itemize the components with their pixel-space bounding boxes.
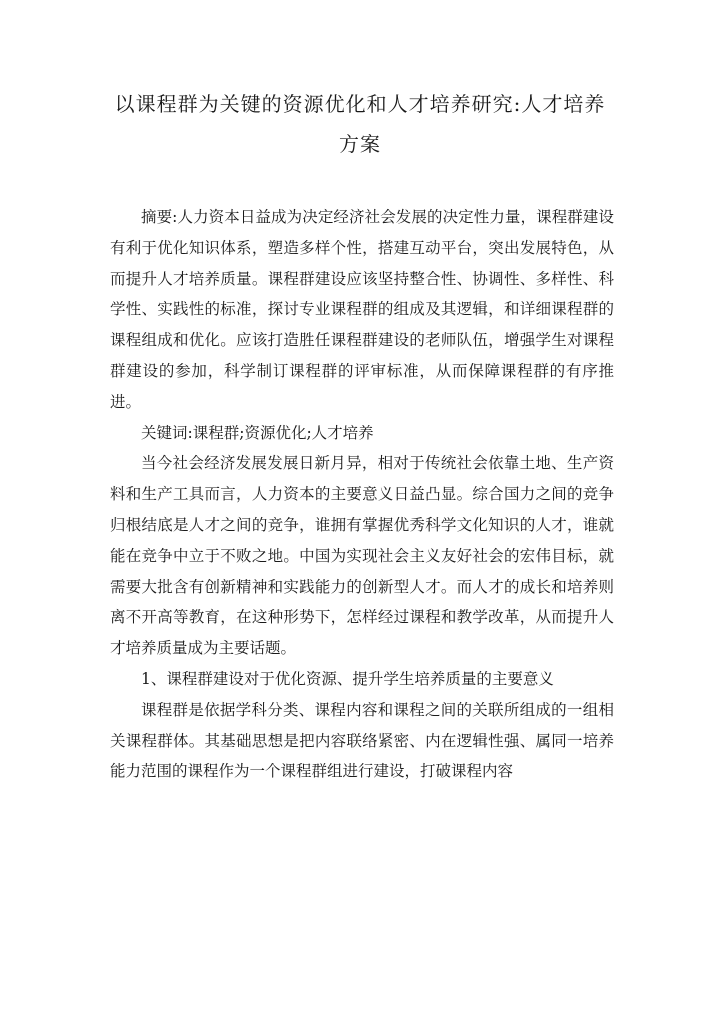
abstract-paragraph: 摘要:人力资本日益成为决定经济社会发展的决定性力量，课程群建设有利于优化知识体系，塑造多样个性，搭建互动平台，突出发展特色，从而提升人才培养质量。课程群建设应该坚持整合性、协调性、多样性、科学性、实践性的标准，探讨专业课程群的组成及其逻辑，和详细课程群的课程组成和优化。应该打造胜任课程群建设的老师队伍，增强学生对课程群建设的参加，科学制订课程群的评审标准，从而保障课程群的有序推进。	[110, 208, 614, 411]
section-heading: 1、课程群建设对于优化资源、提升学生培养质量的主要意义	[141, 669, 554, 688]
intro-paragraph: 当今社会经济发展发展日新月异，相对于传统社会依靠土地、生产资料和生产工具而言，人力资本的主要意义日益凸显。综合国力之间的竞争归根结底是人才之间的竞争，谁拥有掌握优秀科学文化知识的人才，谁就能在竞争中立于不败之地。中国为实现社会主义友好社会的宏伟目标，就需要大批含有创新精神和实践能力的创新型人才。而人才的成长和培养则离不开高等教育，在这种形势下，怎样经过课程和教学改革，从而提升人才培养质量成为主要话题。	[110, 454, 614, 658]
document-title: 以课程群为关键的资源优化和人才培养研究:人才培养方案	[114, 92, 606, 156]
section-paragraph: 课程群是依据学科分类、课程内容和课程之间的关联所组成的一组相关课程群体。其基础思想是把内容联络紧密、内在逻辑性强、属同一培养能力范围的课程作为一个课程群组进行建设，打破课程内容	[110, 700, 614, 781]
document-body	[110, 202, 614, 787]
keywords-paragraph: 关键词:课程群;资源优化;人才培养	[141, 423, 374, 442]
